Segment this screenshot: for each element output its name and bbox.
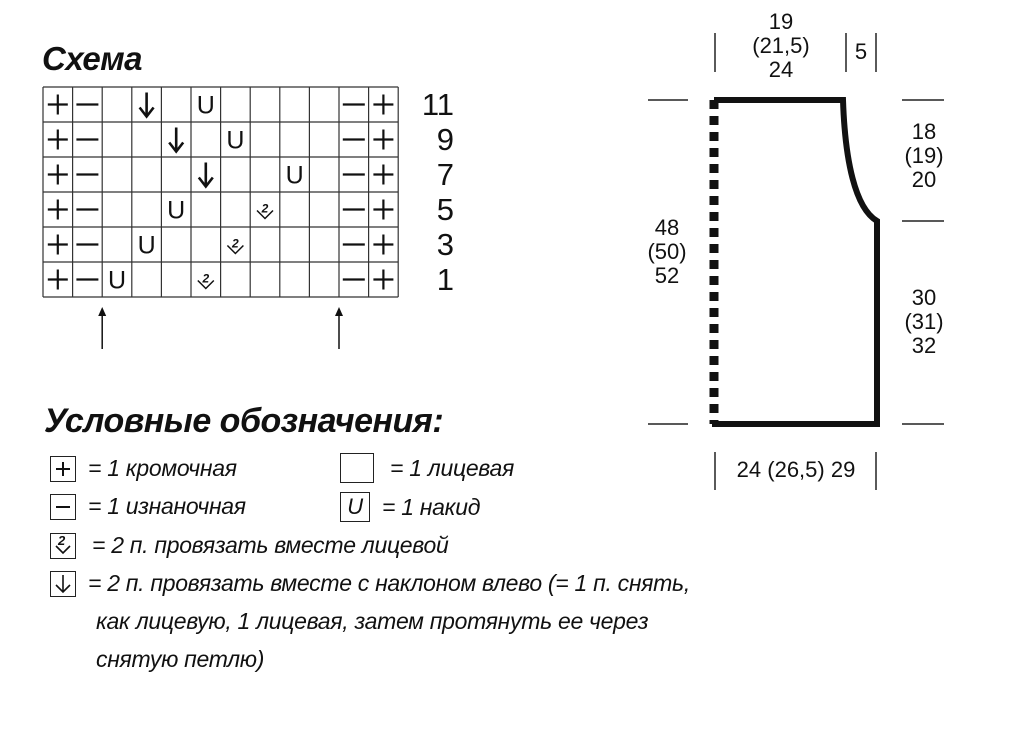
ssk-arrow-icon [50,571,76,597]
yarn-over-icon: U [167,196,186,225]
legend-item-k2tog [50,532,448,559]
row-number: 1 [436,262,454,297]
row-number: 9 [436,122,454,157]
row-number: 7 [436,157,454,192]
purl-stitch-icon [50,494,76,520]
legend-item-edge [50,455,237,482]
legend-k2tog-label: = 2 п. провязать вместе лицевой [92,532,449,558]
garment-outline [712,100,877,424]
legend-yo-label: = 1 накид [382,493,481,520]
legend-item-knit [340,453,514,483]
legend-ssk-label-line-2: как лицевую, 1 лицевая, затем протянуть ее через [96,608,649,634]
k2tog-icon: 2 [261,201,269,216]
row-number: 11 [421,87,454,122]
legend-edge-label: = 1 кромочная [88,455,237,481]
legend-knit-label: = 1 лицевая [390,454,514,481]
k2tog-icon: 2 [232,236,239,251]
yarn-over-icon: U [340,492,370,522]
legend-item-ssk [50,570,690,597]
knit-stitch-icon [340,453,374,483]
dim-total-length: 48 (50) 52 [647,215,687,288]
yarn-over-icon: U [196,91,215,120]
legend-purl-label: = 1 изнаночная [88,493,246,519]
dim-shoulder: 5 [854,39,868,64]
legend-item-yo [340,492,480,522]
legend-item-purl [50,493,246,520]
legend-title: Условные обозначения: [44,402,444,440]
edge-stitch-icon [50,456,76,482]
yarn-over-icon: U [226,126,245,155]
legend-ssk-label-line-1: = 2 п. провязать вместе с наклоном влево (= 1 п. снять, [88,570,690,596]
yarn-over-icon: U [107,266,127,295]
dim-armhole-depth: 18 (19) 20 [904,119,944,192]
legend-ssk-label-line-3: снятую петлю) [96,646,265,672]
k2tog-icon: 2 [202,271,210,286]
yarn-over-icon: U [285,161,304,190]
dim-top-width: 19 (21,5) 24 [752,9,810,82]
dim-bottom-width: 24 (26,5) 29 [736,457,856,482]
k2tog-icon: 2 [50,533,76,559]
chart-title: Схема [42,40,142,77]
dim-side-length: 30 (31) 32 [904,285,944,358]
row-number: 5 [436,192,454,227]
yarn-over-icon: U [137,231,156,260]
row-number: 3 [436,227,454,262]
